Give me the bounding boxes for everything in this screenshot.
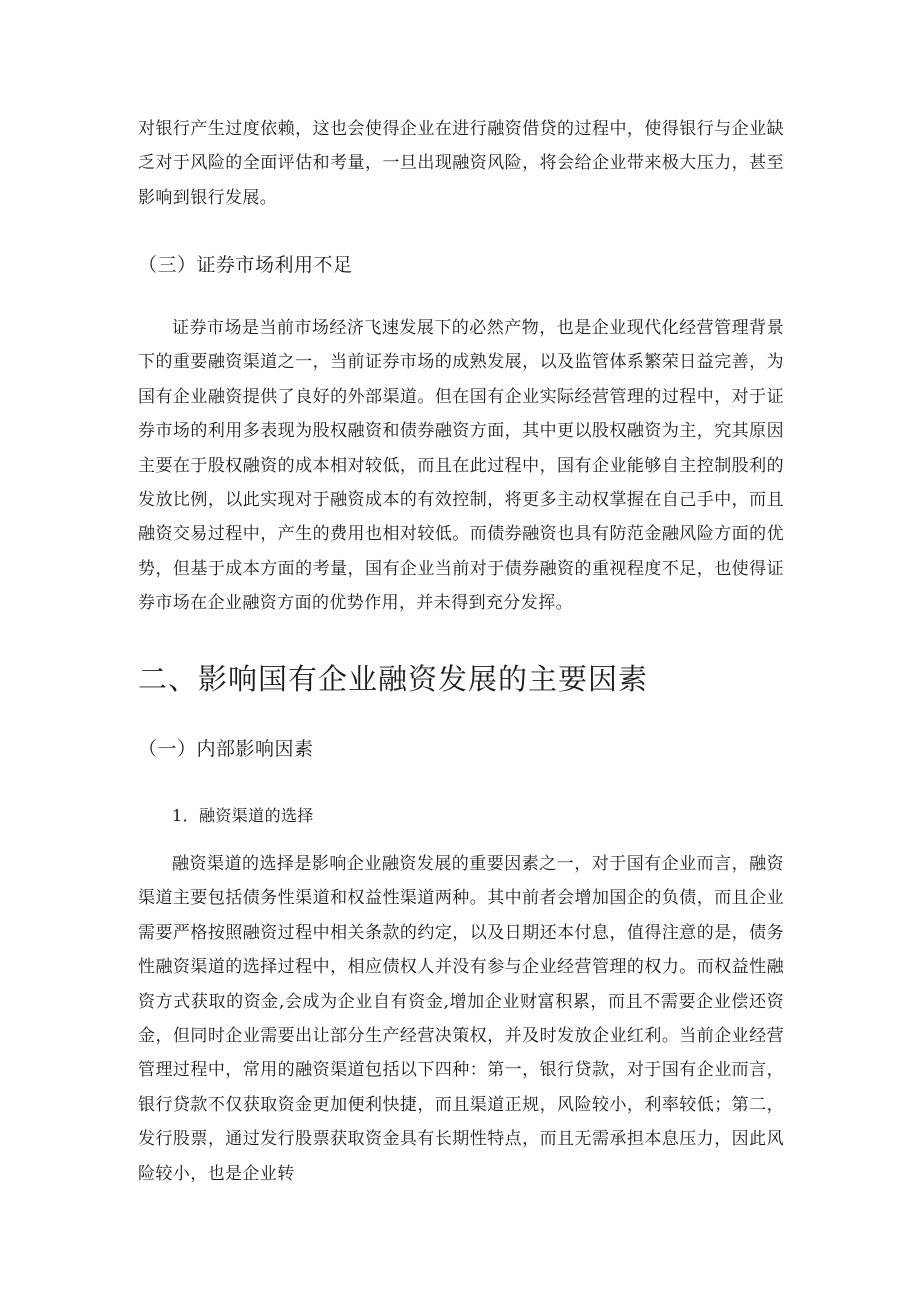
continued-paragraph: 对银行产生过度依赖，这也会使得企业在进行融资借贷的过程中，使得银行与企业缺乏对于风险的全面评估和考量，一旦出现融资风险，将会给企业带来极大压力，甚至影响到银行发展。 bbox=[138, 119, 784, 208]
subsection-one-heading: （一）内部影响因素 bbox=[138, 738, 314, 760]
item-one-heading: 1．融资渠道的选择 bbox=[172, 806, 314, 825]
section-three-heading: （三）证券市场利用不足 bbox=[138, 254, 353, 276]
section-three-paragraph: 证券市场是当前市场经济飞速发展下的必然产物，也是企业现代化经营管理背景下的重要融资渠道之一，当前证券市场的成熟发展，以及监管体系繁荣日益完善，为国有企业融资提供了良好的外部渠道。但在国有企业实际经营管理的过程中，对于证券市场的利用多表现为股权融资和债券融资方面，其中更以股权融资为主，究其原因主要在于股权融资的成本相对较低，而且在此过程中，国有企业能够自主控制股利的发放比例，以此实现对于融资成本的有效控制，将更多主动权掌握在自己手中，而且融资交易过程中，产生的费用也相对较低。而债券融资也具有防范金融风险方面的优势，但基于成本方面的考量，国有企业当前对于债券融资的重视程度不足，也使得证券市场在企业融资方面的优势作用，并未得到充分发挥。 bbox=[138, 318, 784, 614]
item-one-paragraph: 融资渠道的选择是影响企业融资发展的重要因素之一，对于国有企业而言，融资渠道主要包括债务性渠道和权益性渠道两种。其中前者会增加国企的负债，而且企业需要严格按照融资过程中相关条款的约定，以及日期还本付息，值得注意的是，债务性融资渠道的选择过程中，相应债权人并没有参与企业经营管理的权力。而权益性融资方式获取的资金,会成为企业自有资金,增加企业财富积累，而且不需要企业偿还资金，但同时企业需要出让部分生产经营决策权，并及时发放企业红利。当前企业经营管理过程中，常用的融资渠道包括以下四种：第一，银行贷款，对于国有企业而言，银行贷款不仅获取资金更加便利快捷，而且渠道正规，风险较小，利率较低；第二，发行股票，通过发行股票获取资金具有长期性特点，而且无需承担本息压力，因此风险较小，也是企业转 bbox=[138, 854, 784, 1184]
chapter-two-heading: 二、影响国有企业融资发展的主要因素 bbox=[138, 662, 649, 696]
